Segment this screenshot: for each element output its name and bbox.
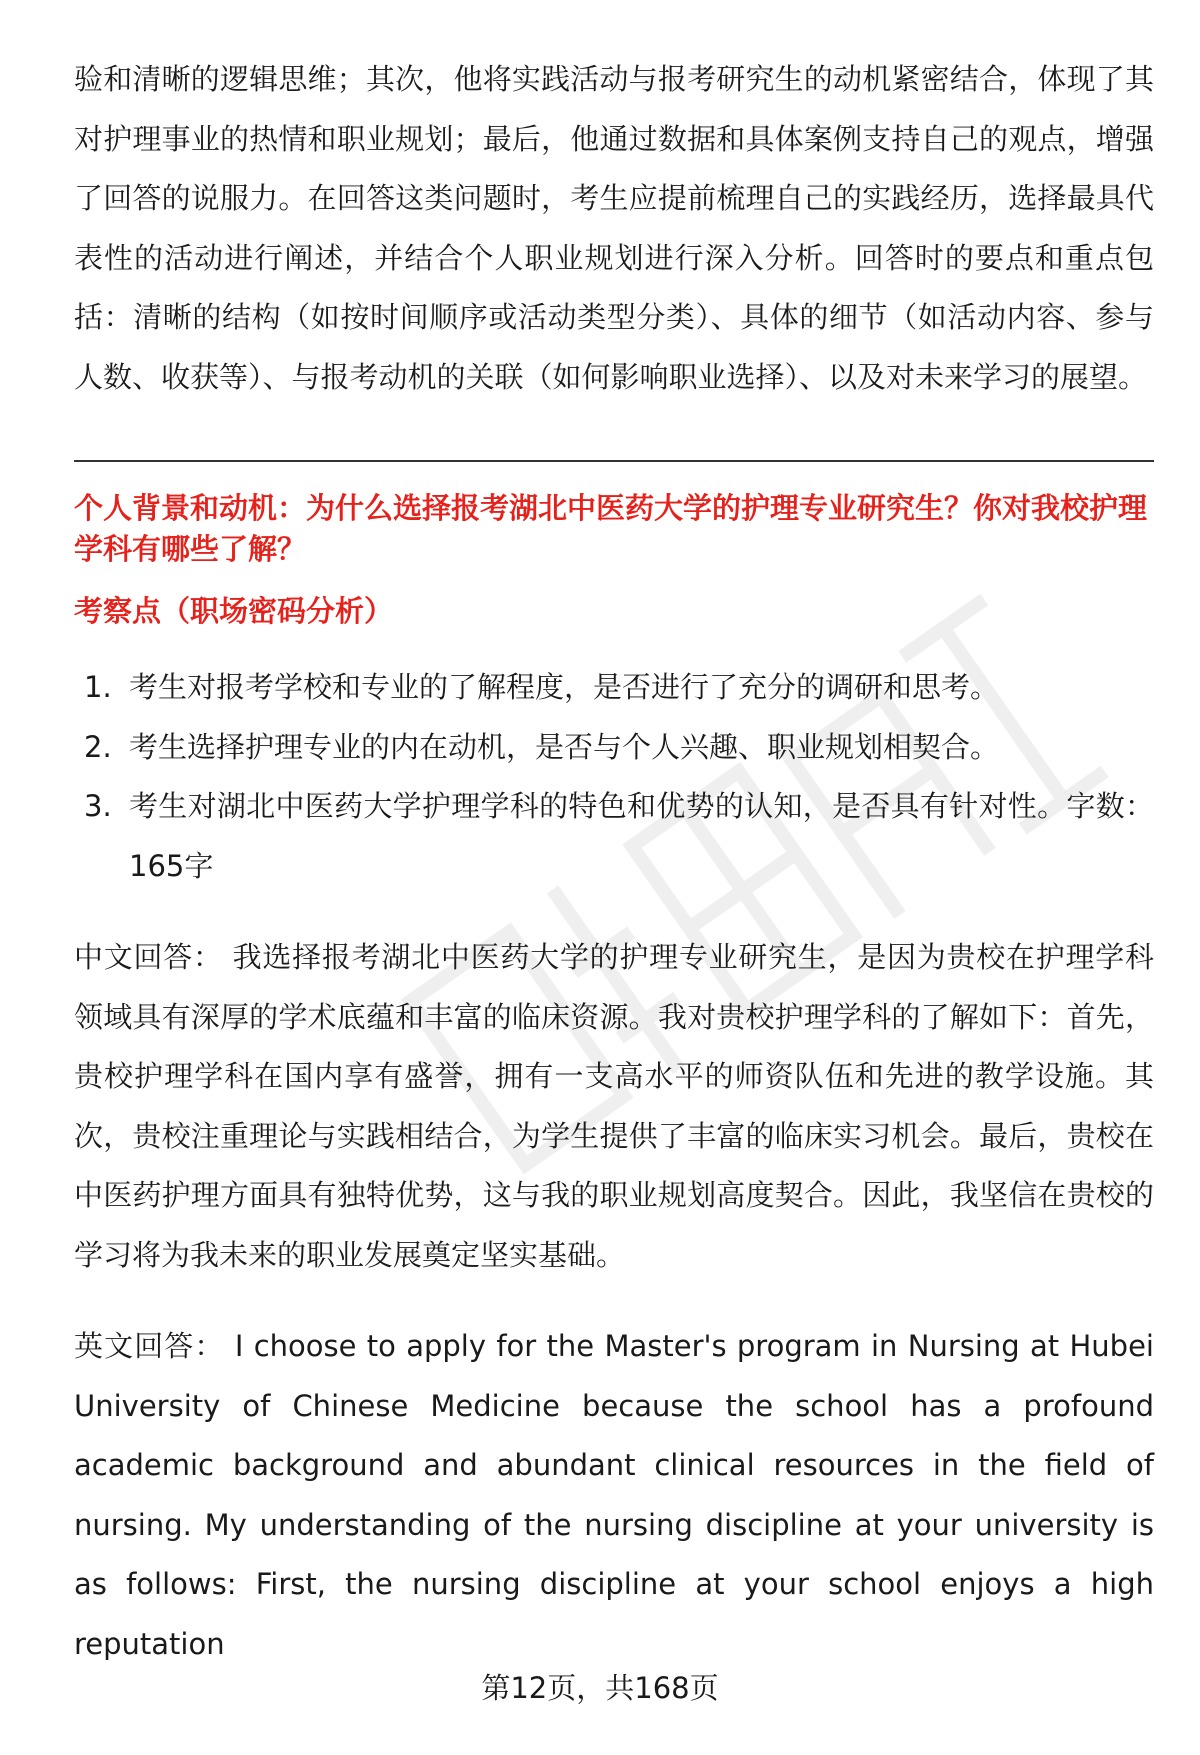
list-item-number: 3. bbox=[84, 789, 112, 823]
continuation-paragraph: 验和清晰的逻辑思维；其次，他将实践活动与报考研究生的动机紧密结合，体现了其对护理事业的热情和职业规划；最后，他通过数据和具体案例支持自己的观点，增强了回答的说服力。在回答这类问题时，考生应提前梳理自己的实践经历，选择最具代表性的活动进行阐述，并结合个人职业规划进行深入分析。回答时的要点和重点包括：清晰的结构（如按时间顺序或活动类型分类）、具体的细节（如活动内容、参与人数、收获等）、与报考动机的关联（如何影响职业选择）、以及对未来学习的展望。 bbox=[74, 62, 1154, 394]
list-item-text: 考生选择护理专业的内在动机，是否与个人兴趣、职业规划相契合。 bbox=[129, 729, 1000, 764]
english-answer-label: 英文回答： bbox=[74, 1329, 225, 1363]
english-answer-text: I choose to apply for the Master's program in Nursing at Hubei University of Chinese Medicine because the school has a profound academic background and abundant clinical resources in the field of nursing. My understanding of the nursing discipline at your university is as follows: First, the nursing discipline at your school enjoys a high reputation bbox=[74, 1329, 1154, 1661]
list-item bbox=[74, 718, 1154, 778]
english-answer bbox=[74, 1317, 1154, 1674]
chinese-answer-label: 中文回答： bbox=[74, 940, 223, 974]
assessment-points-list bbox=[74, 658, 1154, 896]
list-item-number: 1. bbox=[84, 670, 112, 704]
question-title: 个人背景和动机：为什么选择报考湖北中医药大学的护理专业研究生？你对我校护理学科有哪些了解？ bbox=[74, 491, 1148, 566]
list-item-text: 考生对湖北中医药大学护理学科的特色和优势的认知，是否具有针对性。字数：165字 bbox=[129, 789, 1154, 883]
list-item bbox=[74, 777, 1154, 896]
assessment-points-heading: 考察点（职场密码分析） bbox=[74, 594, 394, 628]
section-divider bbox=[74, 460, 1154, 462]
chinese-answer bbox=[74, 928, 1154, 1285]
page-indicator: 第12页，共168页 bbox=[481, 1671, 719, 1705]
list-item-number: 2. bbox=[84, 729, 112, 764]
page-content bbox=[74, 50, 1154, 1674]
chinese-answer-text: 我选择报考湖北中医药大学的护理专业研究生，是因为贵校在护理学科领域具有深厚的学术底蕴和丰富的临床资源。我对贵校护理学科的了解如下：首先，贵校护理学科在国内享有盛誉，拥有一支高水平的师资队伍和先进的教学设施。其次，贵校注重理论与实践相结合，为学生提供了丰富的临床实习机会。最后，贵校在中医药护理方面具有独特优势，这与我的职业规划高度契合。因此，我坚信在贵校的学习将为我未来的职业发展奠定坚实基础。 bbox=[74, 940, 1154, 1272]
list-item-text: 考生对报考学校和专业的了解程度，是否进行了充分的调研和思考。 bbox=[129, 670, 1000, 704]
list-item bbox=[74, 658, 1154, 718]
